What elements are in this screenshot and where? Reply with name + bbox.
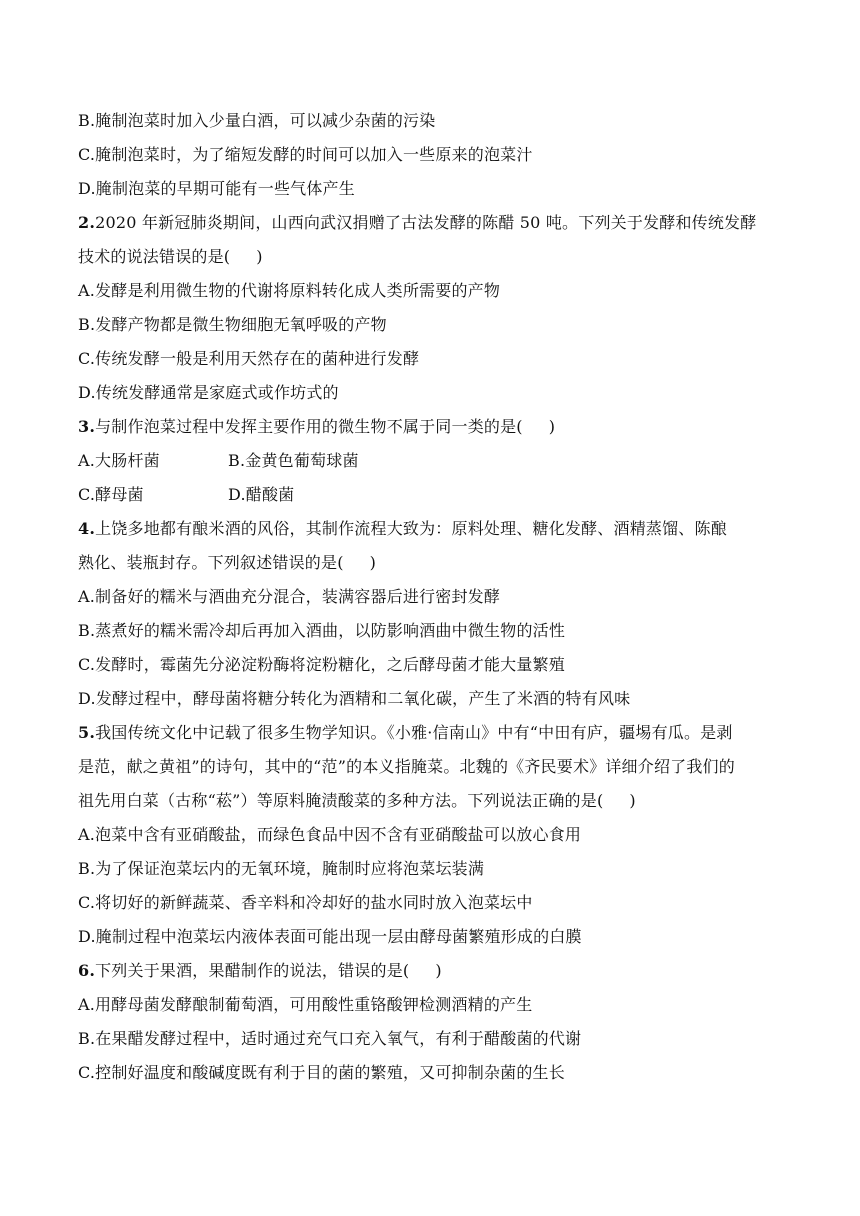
q5-option-b: B.为了保证泡菜坛内的无氧环境，腌制时应将泡菜坛装满 [78, 859, 485, 878]
q3-option-d: D.醋酸菌 [228, 485, 295, 504]
q3-option-a: A.大肠杆菌 [78, 451, 160, 470]
q2-stem-text-2: 技术的说法错误的是( [78, 247, 231, 266]
q5-stem-line-3 [78, 784, 786, 818]
q4-number: 4. [78, 519, 96, 538]
q5-paren-close: ) [629, 791, 636, 810]
q2-option-a: A.发酵是利用微生物的代谢将原料转化成人类所需要的产物 [78, 281, 501, 300]
q3-option-c: C.酵母菌 [78, 485, 144, 504]
q4-stem-line-1 [78, 512, 786, 546]
q1-option-d: D.腌制泡菜的早期可能有一些气体产生 [78, 179, 355, 198]
q3-option-b: B.金黄色葡萄球菌 [228, 451, 359, 470]
q6-option-a: A.用酵母菌发酵酿制葡萄酒，可用酸性重铬酸钾检测酒精的产生 [78, 995, 533, 1014]
q6-stem-text: 下列关于果酒，果醋制作的说法，错误的是( [95, 961, 410, 980]
q4-option-c: C.发酵时，霉菌先分泌淀粉酶将淀粉糖化，之后酵母菌才能大量繁殖 [78, 655, 565, 674]
q4-stem-line-2 [78, 546, 786, 580]
q6-option-b: B.在果醋发酵过程中，适时通过充气口充入氧气，有利于醋酸菌的代谢 [78, 1029, 582, 1048]
q6-paren-close: ) [435, 961, 442, 980]
q5-stem-text-3: 祖先用白菜（古称“菘”）等原料腌渍酸菜的多种方法。下列说法正确的是( [78, 791, 604, 810]
q4-option-a: A.制备好的糯米与酒曲充分混合，装满容器后进行密封发酵 [78, 587, 501, 606]
q3-stem-line [78, 410, 786, 444]
q3-number: 3. [78, 417, 96, 436]
q6-option-c: C.控制好温度和酸碱度既有利于目的菌的繁殖，又可抑制杂菌的生长 [78, 1063, 565, 1082]
q1-option-c: C.腌制泡菜时，为了缩短发酵的时间可以加入一些原来的泡菜汁 [78, 145, 533, 164]
q2-stem-text-1: 2020 年新冠肺炎期间，山西向武汉捐赠了古法发酵的陈醋 50 吨。下列关于发酵和传统发酵 [95, 213, 757, 232]
q5-stem-text-1: 我国传统文化中记载了很多生物学知识。《小雅·信南山》中有“中田有庐，疆埸有瓜。是剥 [95, 723, 733, 742]
q2-number: 2. [78, 213, 96, 232]
q2-option-c: C.传统发酵一般是利用天然存在的菌种进行发酵 [78, 349, 420, 368]
q4-option-b: B.蒸煮好的糯米需冷却后再加入酒曲，以防影响酒曲中微生物的活性 [78, 621, 566, 640]
q4-option-d: D.发酵过程中，酵母菌将糖分转化为酒精和二氧化碳，产生了米酒的特有风味 [78, 689, 631, 708]
q4-stem-text-1: 上饶多地都有酿米酒的风俗，其制作流程大致为：原料处理、糖化发酵、酒精蒸馏、陈酿 [95, 519, 727, 538]
q3-stem-text: 与制作泡菜过程中发挥主要作用的微生物不属于同一类的是( [95, 417, 523, 436]
q2-stem-line-2 [78, 240, 786, 274]
q5-stem-line-1 [78, 716, 786, 750]
q2-option-d: D.传统发酵通常是家庭式或作坊式的 [78, 383, 339, 402]
q3-paren-close: ) [548, 417, 556, 436]
q3-options-row-1 [78, 444, 786, 478]
q4-paren-close: ) [369, 553, 377, 572]
q2-paren-close: ) [256, 247, 263, 266]
q4-stem-text-2: 熟化、装瓶封存。下列叙述错误的是( [78, 553, 344, 572]
q5-stem-line-2: 是范，献之黄祖”的诗句，其中的“范”的本义指腌菜。北魏的《齐民要术》详细介绍了我们的 [78, 757, 735, 776]
q5-option-d: D.腌制过程中泡菜坛内液体表面可能出现一层由酵母菌繁殖形成的白膜 [78, 927, 582, 946]
q2-option-b: B.发酵产物都是微生物细胞无氧呼吸的产物 [78, 315, 387, 334]
question-list [78, 104, 786, 1090]
q3-options-row-2 [78, 478, 786, 512]
q2-stem-line-1 [78, 206, 786, 240]
q5-option-c: C.将切好的新鲜蔬菜、香辛料和冷却好的盐水同时放入泡菜坛中 [78, 893, 533, 912]
q5-option-a: A.泡菜中含有亚硝酸盐，而绿色食品中因不含有亚硝酸盐可以放心食用 [78, 825, 582, 844]
q5-number: 5. [78, 723, 96, 742]
q1-option-b: B.腌制泡菜时加入少量白酒，可以减少杂菌的污染 [78, 111, 436, 130]
q6-stem-line [78, 954, 786, 988]
q6-number: 6. [78, 961, 96, 980]
